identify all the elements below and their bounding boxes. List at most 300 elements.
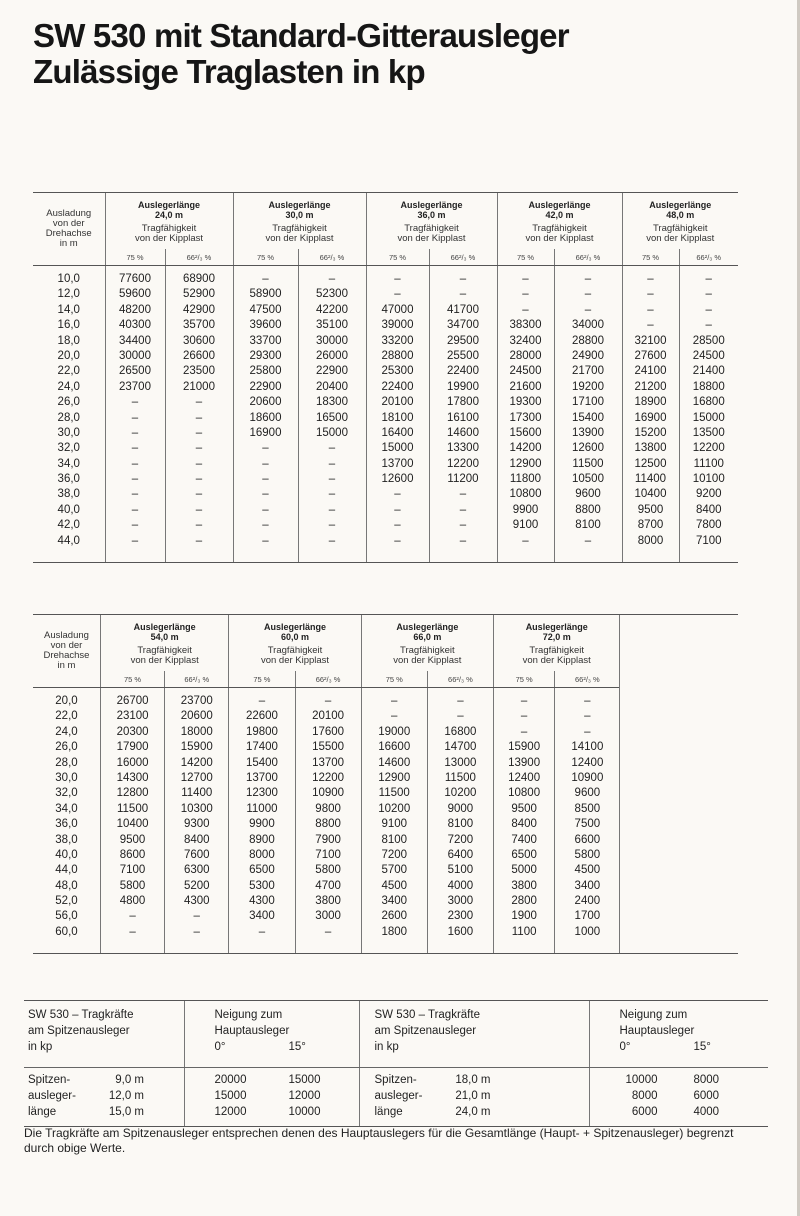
table-cell: 16000	[116, 756, 149, 769]
table-cell: 18800	[692, 380, 725, 393]
table-cell: 18000	[180, 725, 213, 738]
table-cell: 13300	[447, 442, 479, 455]
table-cell: 47000	[381, 303, 414, 316]
tip-header-right	[359, 1001, 589, 1068]
value-column	[679, 266, 738, 563]
table-cell: 35700	[183, 319, 215, 332]
length-label-line: Spitzen-	[374, 1074, 417, 1086]
table-cell: 10800	[509, 488, 542, 501]
table-cell: –	[328, 534, 336, 547]
table-cell: 15400	[245, 756, 278, 769]
value-column	[622, 266, 679, 563]
table-cell: 56,0	[55, 910, 78, 923]
table-cell: 12200	[692, 442, 725, 455]
tip-length: 18,0 m	[455, 1074, 491, 1086]
capacity-label: von der Kipplast	[522, 655, 591, 666]
table-cell: –	[394, 503, 401, 516]
tip-header-line: in kp	[28, 1041, 53, 1053]
table-cell: 42900	[183, 303, 215, 316]
table-cell: 40,0	[55, 848, 78, 861]
tip-length: 15,0 m	[108, 1106, 144, 1118]
table-cell: 6500	[511, 848, 537, 861]
boom-length: 72,0 m	[542, 632, 571, 642]
table-cell: 10200	[444, 787, 477, 800]
table-cell: –	[647, 288, 654, 301]
table-cell: 24500	[509, 365, 542, 378]
pct-66-header: 66²/₃ %	[555, 671, 620, 688]
table-cell: –	[195, 457, 203, 470]
table-cell: 5800	[574, 848, 601, 861]
table-cell: –	[394, 519, 401, 532]
table-cell: –	[195, 503, 203, 516]
table-cell: 30600	[183, 334, 215, 347]
table-cell: –	[522, 273, 529, 285]
capacity-label: von der Kipplast	[646, 233, 715, 244]
table-cell: 13900	[572, 426, 604, 439]
value-column	[493, 688, 554, 954]
table-cell: –	[394, 288, 401, 301]
table-cell: –	[328, 473, 336, 486]
tip-length: 24,0 m	[455, 1106, 491, 1118]
table-cell: 13800	[634, 442, 667, 455]
tip-length-right	[359, 1068, 589, 1127]
empty-column	[620, 615, 738, 954]
table-cell: 14600	[447, 426, 479, 439]
table-cell: –	[131, 396, 139, 409]
table-cell: 9200	[695, 488, 722, 501]
value-column	[555, 688, 620, 954]
table-cell: 12600	[572, 442, 604, 455]
table-cell: 38300	[509, 319, 542, 332]
tip-length: 9,0 m	[115, 1074, 144, 1086]
table-cell: 13500	[692, 426, 725, 439]
tip-value-15deg: 10000	[288, 1106, 321, 1118]
table-cell: 8400	[183, 833, 210, 846]
boom-header	[497, 193, 622, 250]
table-cell: 7200	[381, 848, 408, 861]
table-cell: 30,0	[55, 771, 78, 784]
table-cell: 12,0	[57, 288, 80, 301]
tip-length: 12,0 m	[108, 1090, 144, 1102]
boom-header	[361, 615, 493, 672]
capacity-label: Tragfähigkeit	[652, 223, 708, 234]
table-cell: 3000	[447, 895, 474, 908]
tip-value-15deg: 8000	[693, 1074, 720, 1086]
table-cell: 3400	[249, 910, 275, 923]
page-title	[33, 18, 569, 90]
table-cell: 15000	[381, 442, 414, 455]
table-cell: –	[262, 273, 269, 285]
table-cell: 17800	[447, 396, 479, 409]
boom-label: Auslegerlänge	[649, 200, 712, 210]
table-cell: 17900	[116, 741, 149, 754]
table-cell: 1600	[447, 925, 474, 938]
incline-header-line: Hauptausleger	[619, 1025, 695, 1037]
boom-length: 24,0 m	[154, 210, 184, 220]
table-cell: 14700	[444, 741, 477, 754]
blank-cell	[33, 671, 100, 688]
table-cell: –	[328, 503, 336, 516]
table-cell: 9000	[447, 802, 474, 815]
table-cell: –	[522, 288, 529, 301]
table-cell: 25800	[249, 365, 282, 378]
table-cell: 16900	[249, 426, 282, 439]
table-cell: –	[647, 319, 654, 332]
data-body	[33, 266, 738, 563]
table-cell: 42200	[316, 303, 348, 316]
boom-label: Auslegerlänge	[400, 200, 463, 210]
pct-66-header: 66²/₃ %	[165, 671, 229, 688]
table-cell: 10200	[378, 802, 411, 815]
table-cell: –	[262, 457, 269, 470]
table-cell: 32,0	[55, 787, 78, 800]
table-cell: 58900	[249, 288, 282, 301]
table-cell: 24,0	[57, 380, 80, 393]
radius-column	[33, 266, 105, 563]
table-cell: 48200	[119, 303, 151, 316]
table-cell: 17400	[245, 741, 278, 754]
table-cell: 18300	[316, 396, 348, 409]
table-cell: –	[131, 473, 139, 486]
table-cell: 8400	[695, 503, 722, 516]
radius-column	[33, 688, 100, 954]
table-cell: 34000	[572, 319, 604, 332]
title-line-2: Zulässige Traglasten in kp	[33, 53, 425, 90]
table-cell: 59600	[119, 288, 151, 301]
table-cell: 10800	[508, 787, 541, 800]
table-cell: 15900	[508, 741, 541, 754]
table-cell: 2300	[447, 910, 474, 923]
table-cell: 30000	[316, 334, 348, 347]
table-cell: –	[394, 488, 401, 501]
pct-66-header: 66²/₃ %	[427, 671, 493, 688]
boom-label: Auslegerlänge	[264, 622, 327, 632]
table-cell: 52,0	[55, 895, 78, 908]
table-cell: 42,0	[57, 519, 80, 532]
capacity-label: Tragfähigkeit	[141, 223, 197, 234]
table-cell: 7600	[183, 848, 210, 861]
capacity-label: von der Kipplast	[260, 655, 330, 666]
table-cell: 17600	[312, 725, 345, 738]
table-cell: –	[705, 303, 712, 316]
percent-header-row	[33, 249, 738, 266]
table-cell: 22900	[316, 365, 348, 378]
pct-75-header: 75 %	[361, 671, 427, 688]
table-cell: 12700	[180, 771, 213, 784]
table-cell: –	[459, 488, 467, 501]
table-cell: –	[195, 488, 203, 501]
table-cell: 19900	[447, 380, 479, 393]
table-cell: –	[328, 442, 336, 455]
boom-length: 54,0 m	[150, 632, 179, 642]
boom-label: Auslegerlänge	[137, 200, 201, 210]
table-cell: 10400	[116, 818, 149, 831]
table-cell: 24,0	[55, 725, 78, 738]
table-cell: 16800	[692, 396, 725, 409]
length-label-line: länge	[28, 1106, 57, 1118]
table-cell: –	[262, 473, 269, 486]
table-cell: 28800	[572, 334, 604, 347]
table-cell: –	[131, 457, 139, 470]
row-header-line: in m	[59, 238, 78, 249]
table-cell: 19800	[245, 725, 278, 738]
table-cell: 8100	[447, 818, 474, 831]
table-cell: –	[647, 273, 654, 285]
table-cell: 3000	[315, 910, 341, 923]
boom-length: 30,0 m	[285, 210, 314, 220]
tip-value-0deg: 10000	[625, 1074, 658, 1086]
table-cell: 32100	[634, 334, 667, 347]
table-cell: 7100	[119, 864, 146, 877]
table-cell: 7500	[574, 818, 601, 831]
value-column	[165, 266, 233, 563]
table-cell: 11800	[509, 473, 542, 486]
row-header-line: Ausladung	[46, 208, 92, 219]
table-cell: –	[584, 303, 592, 316]
deg-15-label: 15°	[288, 1041, 306, 1053]
capacity-label: von der Kipplast	[265, 233, 334, 244]
pct-75-header: 75 %	[233, 249, 298, 266]
table-cell: 6600	[574, 833, 601, 846]
table-cell: 7400	[511, 833, 537, 846]
table-cell: –	[520, 710, 528, 723]
table-cell: 26000	[316, 349, 348, 362]
table-cell: 16500	[316, 411, 348, 424]
table-cell: 9600	[575, 488, 601, 501]
value-column	[554, 266, 622, 563]
tip-header-line: am Spitzenausleger	[28, 1025, 130, 1037]
row-header-line: in m	[57, 660, 76, 671]
capacity-label: von der Kipplast	[393, 655, 462, 666]
table-cell: 27600	[634, 349, 667, 362]
tip-header-row	[24, 1001, 768, 1068]
boom-header	[100, 615, 228, 672]
table-cell: 13000	[444, 756, 477, 769]
table-cell: 44,0	[55, 864, 78, 877]
row-header-line: Drehachse	[45, 228, 92, 239]
pct-66-header: 66²/₃ %	[165, 249, 233, 266]
table-cell: 19000	[378, 725, 411, 738]
capacity-label: Tragfähigkeit	[529, 645, 584, 656]
table-cell: 11500	[444, 771, 476, 784]
value-column	[361, 688, 427, 954]
tip-value-15deg: 15000	[288, 1074, 321, 1086]
capacity-label: von der Kipplast	[525, 233, 594, 244]
table-cell: 9100	[512, 519, 539, 532]
table-cell: 12900	[378, 771, 411, 784]
table-cell: 8800	[315, 818, 341, 831]
table-cell: 5800	[315, 864, 341, 877]
table-cell: 18900	[634, 396, 667, 409]
table-cell: 11400	[634, 473, 667, 486]
row-header-line: Drehachse	[43, 650, 90, 661]
table-cell: 20,0	[55, 695, 78, 707]
table-cell: –	[394, 534, 401, 547]
table-cell: 29500	[447, 334, 479, 347]
table-cell: 5200	[183, 879, 210, 892]
table-cell: 19200	[572, 380, 604, 393]
table-cell: 14200	[180, 756, 213, 769]
row-header-line: von der	[52, 218, 85, 229]
pct-75-header: 75 %	[229, 671, 295, 688]
table-cell: 12900	[509, 457, 542, 470]
table-cell: 9500	[119, 833, 146, 846]
tip-value-15deg: 4000	[693, 1106, 720, 1118]
table-cell: 41700	[447, 303, 479, 316]
value-column	[229, 688, 295, 954]
table-cell: 21000	[183, 380, 215, 393]
table-cell: –	[258, 695, 266, 707]
incline-header-line: Hauptausleger	[214, 1025, 290, 1037]
table-cell: 47500	[249, 303, 282, 316]
table-cell: 18,0	[57, 334, 80, 347]
pct-66-header: 66²/₃ %	[429, 249, 497, 266]
table-cell: 11400	[181, 787, 213, 800]
tip-length-left	[24, 1068, 184, 1127]
table-cell: 11000	[246, 802, 278, 815]
value-column	[100, 688, 164, 954]
row-header	[33, 615, 100, 672]
table-cell: 8600	[119, 848, 146, 861]
table-cell: –	[131, 411, 139, 424]
tip-value-0deg: 12000	[214, 1106, 247, 1118]
table-cell: 32400	[509, 334, 542, 347]
length-label-line: Spitzen-	[28, 1074, 71, 1086]
table-cell: –	[457, 710, 464, 723]
table-cell: 21400	[692, 365, 725, 378]
table-cell: –	[705, 288, 712, 301]
table-cell: 11200	[447, 473, 479, 486]
table-cell: 7900	[315, 833, 341, 846]
table-cell: 26,0	[57, 396, 80, 409]
table-cell: –	[131, 488, 139, 501]
table-cell: 11100	[693, 457, 724, 470]
table-cell: 10900	[312, 787, 345, 800]
table-cell: 28,0	[55, 756, 78, 769]
table-cell: 28500	[692, 334, 725, 347]
tip-value-0deg: 20000	[214, 1074, 247, 1086]
boom-header	[622, 193, 738, 250]
table-cell: –	[131, 534, 139, 547]
table-cell: 22600	[245, 710, 278, 723]
table-cell: 10300	[180, 802, 213, 815]
table-cell: 20300	[116, 725, 149, 738]
table-cell: 38,0	[57, 488, 80, 501]
table-cell: –	[584, 288, 592, 301]
row-header	[33, 193, 105, 250]
table-cell: 4300	[249, 895, 275, 908]
table-cell: 16600	[378, 741, 411, 754]
incline-header-line: Neigung zum	[214, 1009, 283, 1021]
table-cell: 23700	[180, 695, 213, 707]
degree-row	[620, 1039, 769, 1055]
table-cell: –	[129, 910, 136, 923]
deg-15-label: 15°	[693, 1041, 711, 1053]
table-cell: 15000	[692, 411, 725, 424]
table-cell: –	[195, 519, 203, 532]
table-cell: 1900	[511, 910, 537, 923]
table-cell: 10900	[571, 771, 604, 784]
table-cell: –	[391, 695, 398, 707]
load-table-standard-boom	[33, 192, 738, 563]
table-cell: 26,0	[55, 741, 78, 754]
table-cell: 11500	[572, 457, 604, 470]
table-cell: 7100	[695, 534, 722, 547]
table-cell: 13700	[312, 756, 345, 769]
table-cell: 17100	[572, 396, 604, 409]
table-cell: 26500	[119, 365, 151, 378]
table-cell: 10,0	[57, 273, 80, 285]
pct-75-header: 75 %	[497, 249, 554, 266]
table-cell: 28000	[509, 349, 542, 362]
table-cell: 39600	[249, 319, 282, 332]
table-cell: 22900	[249, 380, 282, 393]
table-cell: 36,0	[55, 818, 78, 831]
title-line-1: SW 530 mit Standard-Gitterausleger	[33, 17, 569, 54]
degree-row	[215, 1039, 359, 1055]
table-cell: 13900	[508, 756, 541, 769]
table-cell: –	[457, 695, 464, 707]
table-cell: 22,0	[57, 365, 80, 378]
table-cell: 15500	[312, 741, 345, 754]
table-cell: 14300	[116, 771, 149, 784]
table-cell: 30,0	[57, 426, 80, 439]
value-column	[427, 688, 493, 954]
table-cell: 12200	[312, 771, 345, 784]
value-column	[366, 266, 429, 563]
table-cell: 4500	[574, 864, 601, 877]
table-cell: –	[647, 303, 654, 316]
table-cell: –	[324, 695, 332, 707]
table-cell: 13700	[245, 771, 278, 784]
table-cell: –	[262, 534, 269, 547]
table-cell: 4700	[315, 879, 341, 892]
table-cell: 12200	[447, 457, 479, 470]
table-cell: 9100	[381, 818, 408, 831]
table-cell: 15900	[180, 741, 213, 754]
table-cell: 3800	[511, 879, 537, 892]
pct-75-header: 75 %	[100, 671, 164, 688]
incline-header-line: Neigung zum	[619, 1009, 688, 1021]
table-cell: 6400	[447, 848, 474, 861]
table-cell: 8000	[637, 534, 664, 547]
table-cell: –	[131, 426, 139, 439]
pct-66-header: 66²/₃ %	[554, 249, 622, 266]
table-cell: –	[522, 534, 529, 547]
table-cell: 32,0	[57, 442, 80, 455]
incline-header-right	[589, 1001, 768, 1068]
table-cell: 68900	[183, 273, 215, 285]
table-cell: 11500	[378, 787, 410, 800]
value-column	[233, 266, 298, 563]
table-cell: 33700	[249, 334, 282, 347]
capacity-label: Tragfähigkeit	[400, 645, 455, 656]
value-column	[165, 688, 229, 954]
capacity-label: Tragfähigkeit	[404, 223, 459, 234]
value-column	[295, 688, 361, 954]
tip-header-line: in kp	[374, 1041, 399, 1053]
table-cell: 20600	[180, 710, 213, 723]
table-cell: 8500	[574, 802, 601, 815]
table-cell: 9300	[183, 818, 210, 831]
tip-header-left	[24, 1001, 184, 1068]
table-cell: –	[584, 710, 591, 723]
boom-label: Auslegerlänge	[528, 200, 591, 210]
table-cell: 21200	[634, 380, 667, 393]
table-cell: –	[705, 273, 712, 285]
capacity-label: Tragfähigkeit	[137, 645, 192, 656]
table-cell: –	[584, 695, 591, 707]
